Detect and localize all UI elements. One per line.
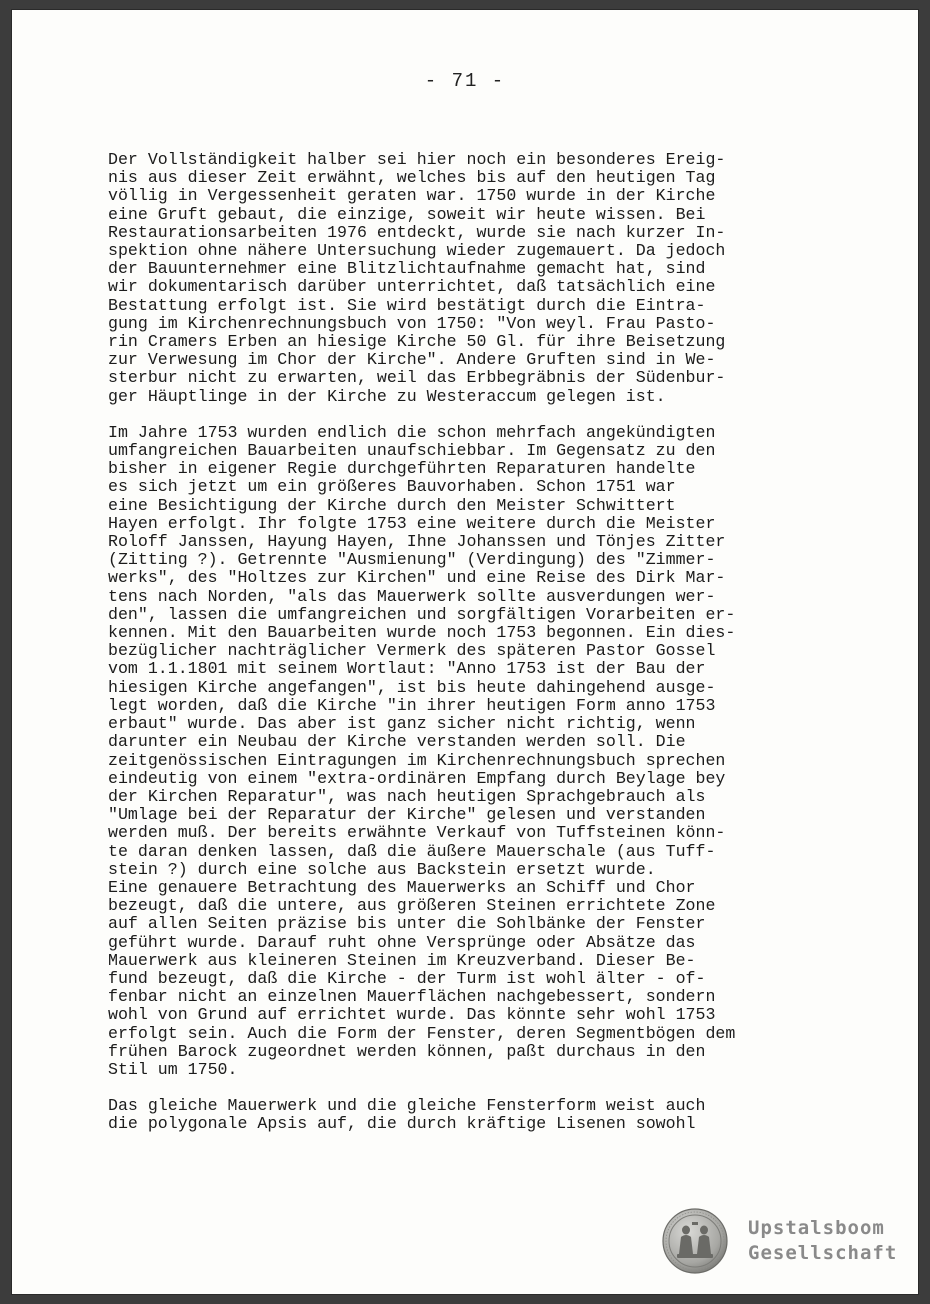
text-line: völlig in Vergessenheit geraten war. 1750 wurde in der Kirche — [108, 186, 716, 206]
paragraph — [108, 151, 848, 406]
text-line: geführt wurde. Darauf ruht ohne Versprünge oder Absätze das — [108, 932, 696, 952]
document-page — [12, 10, 918, 1294]
text-line: der Kirchen Reparatur", was nach heutigen Sprachgebrauch als — [108, 786, 706, 806]
text-line: eindeutig von einem "extra-ordinären Empfang durch Beylage bey — [108, 768, 726, 788]
text-line: Der Vollständigkeit halber sei hier noch ein besonderes Ereig- — [108, 150, 726, 169]
text-line: sterbur nicht zu erwarten, weil das Erbbegräbnis der Südenbur- — [108, 368, 726, 388]
text-line: Eine genauere Betrachtung des Mauerwerks an Schiff und Chor — [108, 877, 696, 897]
text-line: Im Jahre 1753 wurden endlich die schon mehrfach angekündigten — [108, 422, 716, 442]
text-line: spektion ohne nähere Untersuchung wieder zugemauert. Da jedoch — [108, 241, 726, 261]
text-line: eine Gruft gebaut, die einzige, soweit wir heute wissen. Bei — [108, 204, 706, 224]
text-line: auf allen Seiten präzise bis unter die Sohlbänke der Fenster — [108, 914, 706, 934]
text-line: eine Besichtigung der Kirche durch den Meister Schwittert — [108, 495, 676, 515]
page-number: - 71 - — [424, 70, 506, 92]
text-line: kennen. Mit den Bauarbeiten wurde noch 1753 begonnen. Ein dies- — [108, 623, 736, 643]
text-line: darunter ein Neubau der Kirche verstanden werden soll. Die — [108, 732, 686, 752]
text-line: es sich jetzt um ein größeres Bauvorhaben. Schon 1751 war — [108, 477, 676, 497]
text-line: nis aus dieser Zeit erwähnt, welches bis auf den heutigen Tag — [108, 168, 716, 188]
publisher-mark — [662, 1208, 902, 1278]
text-line: vom 1.1.1801 mit seinem Wortlaut: "Anno 1753 ist der Bau der — [108, 659, 706, 679]
body-text — [108, 151, 848, 1134]
text-line: Bestattung erfolgt ist. Sie wird bestätigt durch die Eintra- — [108, 295, 706, 315]
text-line: umfangreichen Bauarbeiten unaufschiebbar. Im Gegensatz zu den — [108, 441, 716, 461]
text-line: tens nach Norden, "als das Mauerwerk sollte ausverdungen wer- — [108, 586, 716, 606]
text-line: bezüglicher nachträglicher Vermerk des späteren Pastor Gossel — [108, 641, 716, 661]
text-line: werden muß. Der bereits erwähnte Verkauf von Tuffsteinen könn- — [108, 823, 726, 843]
text-line: Stil um 1750. — [108, 1059, 238, 1079]
text-line: fenbar nicht an einzelnen Mauerflächen nachgebessert, sondern — [108, 987, 716, 1007]
text-line: fund bezeugt, daß die Kirche - der Turm ist wohl älter - of- — [108, 968, 706, 988]
brand-line-2: Gesellschaft — [748, 1242, 898, 1264]
text-line: Hayen erfolgt. Ihr folgte 1753 eine weitere durch die Meister — [108, 513, 716, 533]
text-line: bezeugt, daß die untere, aus größeren Steinen errichtete Zone — [108, 896, 716, 916]
text-line: ger Häuptlinge in der Kirche zu Westeraccum gelegen ist. — [108, 386, 666, 406]
text-line: wir dokumentarisch darüber unterrichtet, daß tatsächlich eine — [108, 277, 716, 297]
text-line: Das gleiche Mauerwerk und die gleiche Fensterform weist auch — [108, 1096, 706, 1116]
text-line: "Umlage bei der Reparatur der Kirche" gelesen und verstanden — [108, 805, 706, 825]
text-line: den", lassen die umfangreichen und sorgfältigen Vorarbeiten er- — [108, 604, 736, 624]
text-line: wohl von Grund auf errichtet wurde. Das könnte sehr wohl 1753 — [108, 1005, 716, 1025]
text-line: der Bauunternehmer eine Blitzlichtaufnahme gemacht hat, sind — [108, 259, 706, 279]
text-line: Mauerwerk aus kleineren Steinen im Kreuzverband. Dieser Be- — [108, 950, 696, 970]
text-line: gung im Kirchenrechnungsbuch von 1750: "Von weyl. Frau Pasto- — [108, 313, 716, 333]
text-line: te daran denken lassen, daß die äußere Mauerschale (aus Tuff- — [108, 841, 716, 861]
text-line: stein ?) durch eine solche aus Backstein ersetzt wurde. — [108, 859, 656, 879]
brand-line-1: Upstalsboom — [748, 1217, 885, 1239]
text-line: Restaurationsarbeiten 1976 entdeckt, wurde sie nach kurzer In- — [108, 222, 726, 242]
paragraph — [108, 1097, 848, 1133]
text-line: rin Cramers Erben an hiesige Kirche 50 Gl. für ihre Beisetzung — [108, 332, 726, 352]
text-line: erbaut" wurde. Das aber ist ganz sicher nicht richtig, wenn — [108, 714, 696, 734]
text-line: erfolgt sein. Auch die Form der Fenster, deren Segmentbögen dem — [108, 1023, 736, 1043]
brand-name — [748, 1216, 897, 1266]
text-line: frühen Barock zugeordnet werden können, paßt durchaus in den — [108, 1041, 706, 1061]
paragraph — [108, 424, 848, 1079]
text-line: (Zitting ?). Getrennte "Ausmienung" (Verdingung) des "Zimmer- — [108, 550, 716, 570]
text-line: hiesigen Kirche angefangen", ist bis heute dahingehend ausge- — [108, 677, 716, 697]
text-line: zur Verwesung im Chor der Kirche". Andere Gruften sind in We- — [108, 350, 716, 370]
text-line: bisher in eigener Regie durchgeführten Reparaturen handelte — [108, 459, 696, 479]
text-line: die polygonale Apsis auf, die durch kräftige Lisenen sowohl — [108, 1114, 696, 1134]
text-line: werks", des "Holtzes zur Kirchen" und eine Reise des Dirk Mar- — [108, 568, 726, 588]
text-line: legt worden, daß die Kirche "in ihrer heutigen Form anno 1753 — [108, 695, 716, 715]
text-line: Roloff Janssen, Hayung Hayen, Ihne Johanssen und Tönjes Zitter — [108, 532, 726, 552]
text-line: zeitgenössischen Eintragungen im Kirchenrechnungsbuch sprechen — [108, 750, 726, 770]
seal-icon — [662, 1208, 728, 1274]
